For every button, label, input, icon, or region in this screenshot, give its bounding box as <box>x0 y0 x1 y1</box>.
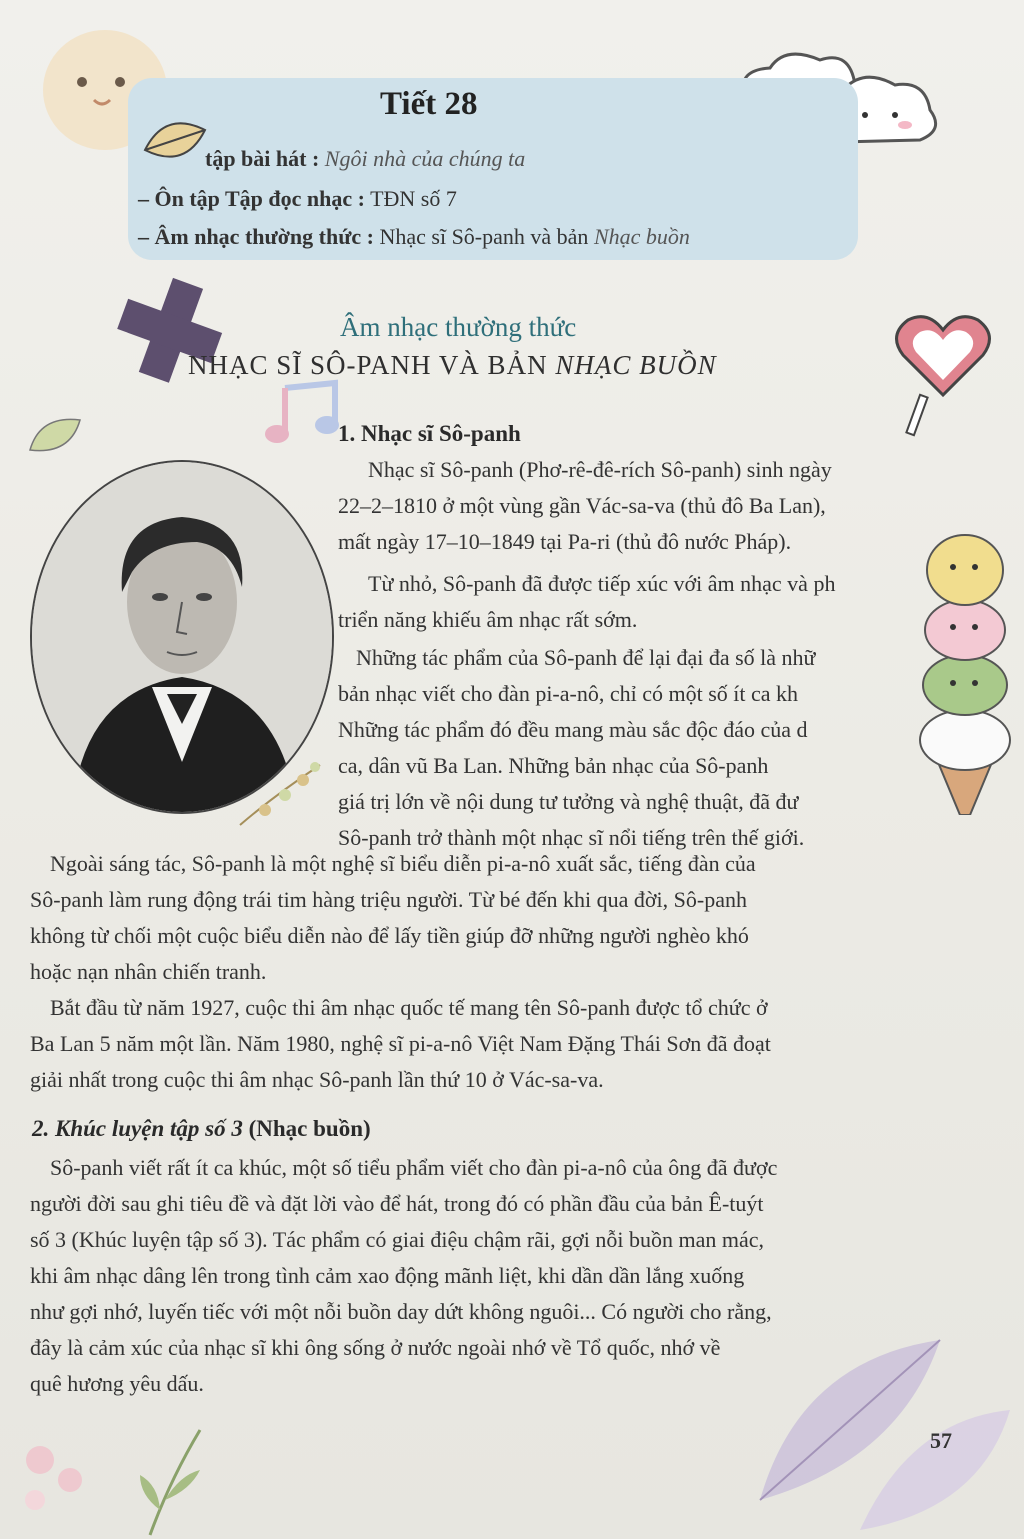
text-line: không từ chối một cuộc biểu diễn nào để lấy tiền giúp đỡ những người nghèo khó <box>30 923 749 948</box>
lesson-title: Tiết 28 <box>380 86 478 122</box>
part1-paragraph-d <box>30 846 960 990</box>
text-line: Những tác phẩm đó đều mang màu sắc độc đáo của d <box>338 717 808 742</box>
text-line: Từ nhỏ, Sô-panh đã được tiếp xúc với âm nhạc và ph <box>368 571 836 596</box>
text-line: người đời sau ghi tiêu đề và đặt lời vào để hát, trong đó có phần đầu của bản Ê-tuýt <box>30 1191 764 1216</box>
text-line: đây là cảm xúc của nhạc sĩ khi ông sống ở nước ngoài nhớ về Tổ quốc, nhớ về <box>30 1335 721 1360</box>
text-line: hoặc nạn nhân chiến tranh. <box>30 959 267 984</box>
part2-heading-plain: (Nhạc buồn) <box>248 1116 371 1141</box>
header-line-2 <box>138 186 457 212</box>
text-line: mất ngày 17–10–1849 tại Pa-ri (thủ đô nước Pháp). <box>338 529 792 554</box>
part1-paragraph-b <box>338 566 918 638</box>
text-line: số 3 (Khúc luyện tập số 3). Tác phẩm có giai điệu chậm rãi, gợi nỗi buồn man mác, <box>30 1227 764 1252</box>
heart-lollipop-icon <box>888 300 998 440</box>
leaf-icon <box>135 110 215 180</box>
section-title-italic: NHẠC BUỒN <box>555 350 717 380</box>
purple-leaves-icon <box>740 1300 1024 1539</box>
text-line: Ngoài sáng tác, Sô-panh là một nghệ sĩ biểu diễn pi-a-nô xuất sắc, tiếng đàn của <box>50 851 756 876</box>
text-line: như gợi nhớ, luyến tiếc với một nỗi buồn day dứt không nguôi... Có người cho rằng, <box>30 1299 772 1324</box>
flower-sprig-icon <box>235 755 330 835</box>
music-note-icon <box>255 378 345 448</box>
header-line-3-value: Nhạc sĩ Sô-panh và bản <box>379 224 589 249</box>
part2-heading <box>32 1116 371 1142</box>
header-line-3-label: – Âm nhạc thường thức : <box>138 224 374 249</box>
part1-paragraph-e <box>30 990 960 1098</box>
section-subtitle: Âm nhạc thường thức <box>340 312 577 342</box>
section-title <box>188 350 717 381</box>
text-line: ca, dân vũ Ba Lan. Những bản nhạc của Sô-panh <box>338 753 769 778</box>
pink-flowers-icon <box>0 1400 220 1539</box>
part1-paragraph-a <box>338 452 938 560</box>
text-line: khi âm nhạc dâng lên trong tình cảm xao động mãnh liệt, khi dần dần lắng xuống <box>30 1263 745 1288</box>
text-line: Nhạc sĩ Sô-panh (Phơ-rê-đê-rích Sô-panh) sinh ngày <box>368 457 832 482</box>
text-line: Sô-panh làm rung động trái tim hàng triệu người. Từ bé đến khi qua đời, Sô-panh <box>30 887 747 912</box>
text-line: Sô-panh trở thành một nhạc sĩ nổi tiếng trên thế giới. <box>338 825 805 850</box>
ice-cream-sticker-icon <box>915 525 1015 815</box>
section-title-plain: NHẠC SĨ SÔ-PANH VÀ BẢN <box>188 350 548 380</box>
text-line: bản nhạc viết cho đàn pi-a-nô, chỉ có một số ít ca kh <box>338 681 799 706</box>
header-line-3-italic: Nhạc buồn <box>593 224 690 249</box>
text-line: Những tác phẩm của Sô-panh để lại đại đa số là nhữ <box>356 645 816 670</box>
text-line: triển năng khiếu âm nhạc rất sớm. <box>338 607 638 632</box>
part2-heading-italic: 2. Khúc luyện tập số 3 <box>32 1116 243 1141</box>
header-line-2-label: – Ôn tập Tập đọc nhạc : <box>138 186 365 211</box>
text-line: Sô-panh viết rất ít ca khúc, một số tiểu phẩm viết cho đàn pi-a-nô của ông đã được <box>50 1155 778 1180</box>
text-line: giải nhất trong cuộc thi âm nhạc Sô-panh lần thứ 10 ở Vác-sa-va. <box>30 1067 604 1092</box>
page-number: 57 <box>930 1428 952 1453</box>
text-line: giá trị lớn về nội dung tư tưởng và nghệ thuật, đã đư <box>338 789 799 814</box>
text-line: quê hương yêu dấu. <box>30 1371 204 1396</box>
text-line: Bắt đầu từ năm 1927, cuộc thi âm nhạc quốc tế mang tên Sô-panh được tổ chức ở <box>50 995 768 1020</box>
green-leaf-icon <box>25 410 85 460</box>
header-line-3 <box>138 224 690 250</box>
header-line-1 <box>205 146 525 172</box>
part1-paragraph-c <box>338 640 918 856</box>
header-line-1-value: Ngôi nhà của chúng ta <box>324 146 526 171</box>
text-line: 22–2–1810 ở một vùng gần Vác-sa-va (thủ đô Ba Lan), <box>338 493 826 518</box>
part1-heading: 1. Nhạc sĩ Sô-panh <box>338 421 521 446</box>
header-line-1-label: tập bài hát : <box>205 146 320 171</box>
header-line-2-value: TĐN số 7 <box>370 186 457 211</box>
text-line: Ba Lan 5 năm một lần. Năm 1980, nghệ sĩ pi-a-nô Việt Nam Đặng Thái Sơn đã đoạt <box>30 1031 771 1056</box>
